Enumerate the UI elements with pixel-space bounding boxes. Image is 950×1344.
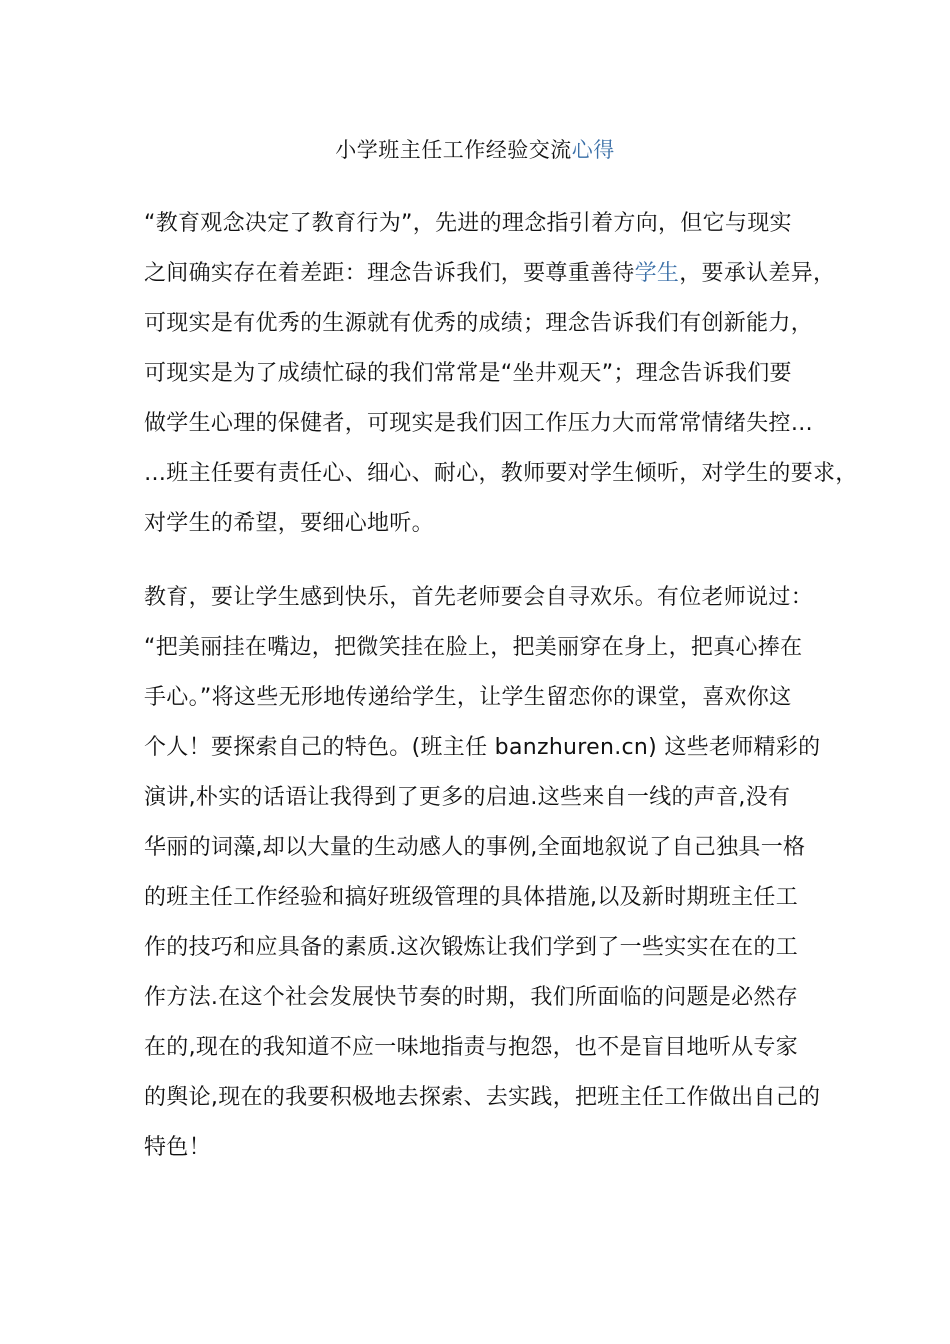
paragraph-line: 手心。”将这些无形地传递给学生，让学生留恋你的课堂，喜欢你这 [144,685,792,710]
paragraph-line: 的舆论,现在的我要积极地去探索、去实践，把班主任工作做出自己的 [144,1085,821,1110]
paragraph-line: 教育，要让学生感到快乐，首先老师要会自寻欢乐。有位老师说过： [144,585,814,610]
paragraph-line: …班主任要有责任心、细心、耐心，教师要对学生倾听，对学生的要求， [144,461,858,486]
title-text: 小学班主任工作经验交流 [335,138,572,162]
paragraph-line: 在的,现在的我知道不应一味地指责与抱怨，也不是盲目地听从专家 [144,1035,798,1060]
paragraph-line: 演讲,朴实的话语让我得到了更多的启迪.这些来自一线的声音,没有 [144,785,791,810]
title-link[interactable]: 心得 [571,138,615,162]
document-title [0,133,950,167]
paragraph-line: 作方法.在这个社会发展快节奏的时期，我们所面临的问题是必然存 [144,985,798,1010]
paragraph-2 [144,573,824,1173]
paragraph-line: 可现实是为了成绩忙碌的我们常常是“坐井观天”；理念告诉我们要 [144,361,792,386]
paragraph-line: 华丽的词藻,却以大量的生动感人的事例,全面地叙说了自己独具一格 [144,835,806,860]
paragraph-line: 可现实是有优秀的生源就有优秀的成绩；理念告诉我们有创新能力， [144,311,814,336]
paragraph-line [144,249,836,299]
paragraph-line: 做学生心理的保健者，可现实是我们因工作压力大而常常情绪失控… [144,411,814,436]
paragraph-line: 对学生的希望，要细心地听。 [144,511,434,536]
line-text: ，要承认差异， [679,261,836,286]
paragraph-line: 作的技巧和应具备的素质.这次锻炼让我们学到了一些实实在在的工 [144,935,798,960]
paragraph-line: 个人！要探索自己的特色。(班主任 banzhuren.cn) 这些老师精彩的 [144,735,821,760]
paragraph-line: 的班主任工作经验和搞好班级管理的具体措施,以及新时期班主任工 [144,885,798,910]
paragraph-line: “教育观念决定了教育行为”，先进的理念指引着方向，但它与现实 [144,211,792,236]
paragraph-line: 特色！ [144,1135,211,1160]
line-text: 之间确实存在着差距：理念告诉我们，要尊重善待 [144,261,635,286]
student-link[interactable]: 学生 [634,261,680,286]
paragraph-line: “把美丽挂在嘴边，把微笑挂在脸上，把美丽穿在身上，把真心捧在 [144,635,803,660]
paragraph-1 [144,199,858,549]
